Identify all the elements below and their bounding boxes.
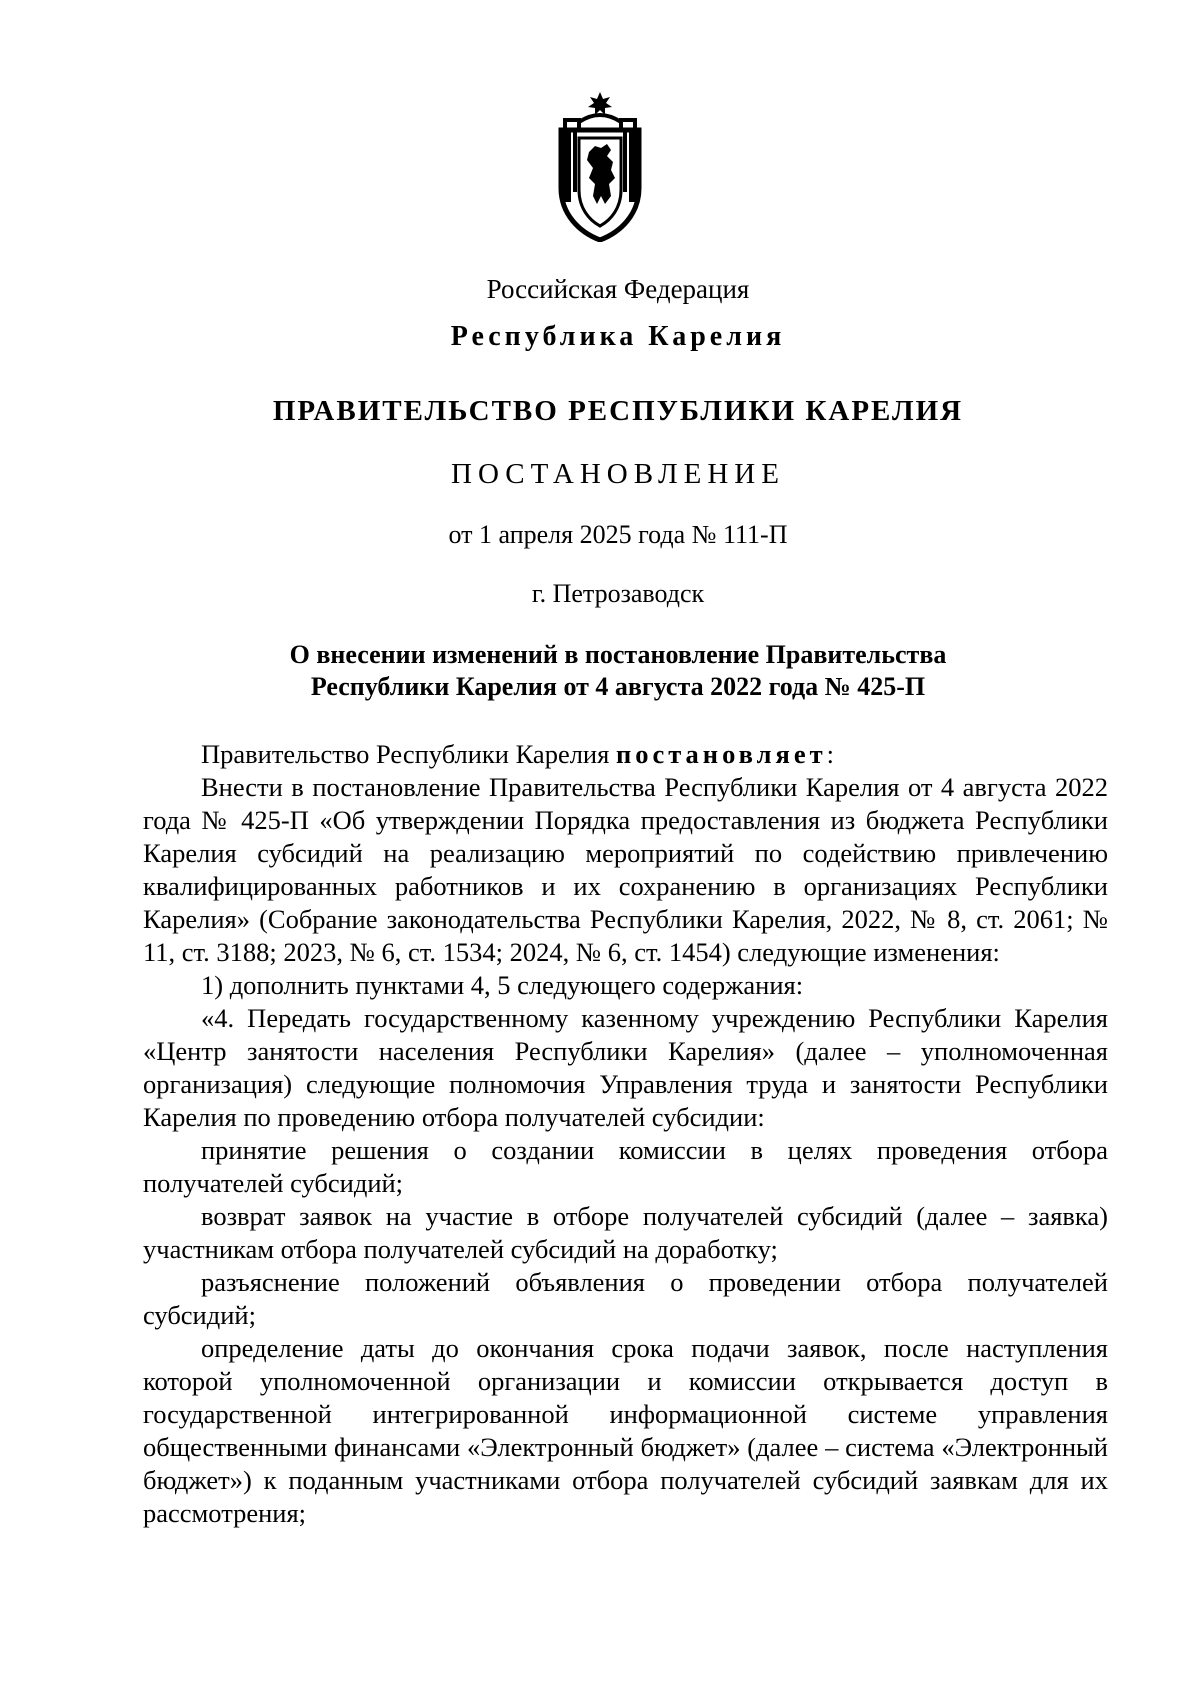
body-paragraph: определение даты до окончания срока подачи заявок, после наступления которой уполномоченной организации и комиссии открывается доступ в государственной интегрированной информационной системе управления общественными финансами «Электронный бюджет» (далее – система «Электронный бюджет») к поданным участниками отбора получателей субсидий заявкам для их рассмотрения; [143,1333,1108,1528]
body-paragraph: Внести в постановление Правительства Республики Карелия от 4 августа 2022 года № 425-П «Об утверждении Порядка предоставления из бюджета Республики Карелия субсидий на реализацию мероприятий по содействию привлечению квалифицированных работников и их сохранению в организациях Республики Карелия» (Собрание законодательства Республики Карелия, 2022, № 8, ст. 2061; № 11, ст. 3188; 2023, № 6, ст. 1534; 2024, № 6, ст. 1454) следующие изменения: [143,772,1108,967]
karelia-coat-of-arms-icon [555,92,645,242]
body-paragraph: разъяснение положений объявления о проведении отбора получателей субсидий; [143,1267,1108,1330]
document-title [0,639,1200,703]
document-date-number: от 1 апреля 2025 года № 111-П [448,520,788,549]
government-name: ПРАВИТЕЛЬСТВО РЕСПУБЛИКИ КАРЕЛИЯ [272,395,964,427]
intro-keyword: постановляет [615,739,827,769]
intro-prefix: Правительство Республики Карелия [201,739,610,769]
body-paragraph: «4. Передать государственному казенному учреждению Республики Карелия «Центр занятости населения Республики Карелия» (далее – уполномоченная организация) следующие полномочия Управления труда и занятости Республики Карелия по проведению отбора получателей субсидии: [143,1003,1108,1132]
intro-suffix: : [826,739,834,769]
body-paragraph: возврат заявок на участие в отборе получателей субсидий (далее – заявка) участникам отбора получателей субсидий на доработку; [143,1201,1108,1264]
document-title-line-1: О внесении изменений в постановление Правительства [289,640,947,669]
document-title-line-2: Республики Карелия от 4 августа 2022 года № 425-П [310,672,926,701]
document-city: г. Петрозаводск [531,579,705,608]
body-paragraph: 1) дополнить пунктами 4, 5 следующего содержания: [201,970,804,1000]
republic-name: Республика Карелия [450,321,786,352]
document-body [143,738,1108,1530]
country-name: Российская Федерация [486,274,750,304]
intro-paragraph [143,738,1108,771]
body-paragraph: принятие решения о создании комиссии в целях проведения отбора получателей субсидий; [143,1135,1108,1198]
document-type: ПОСТАНОВЛЕНИЕ [451,458,785,490]
